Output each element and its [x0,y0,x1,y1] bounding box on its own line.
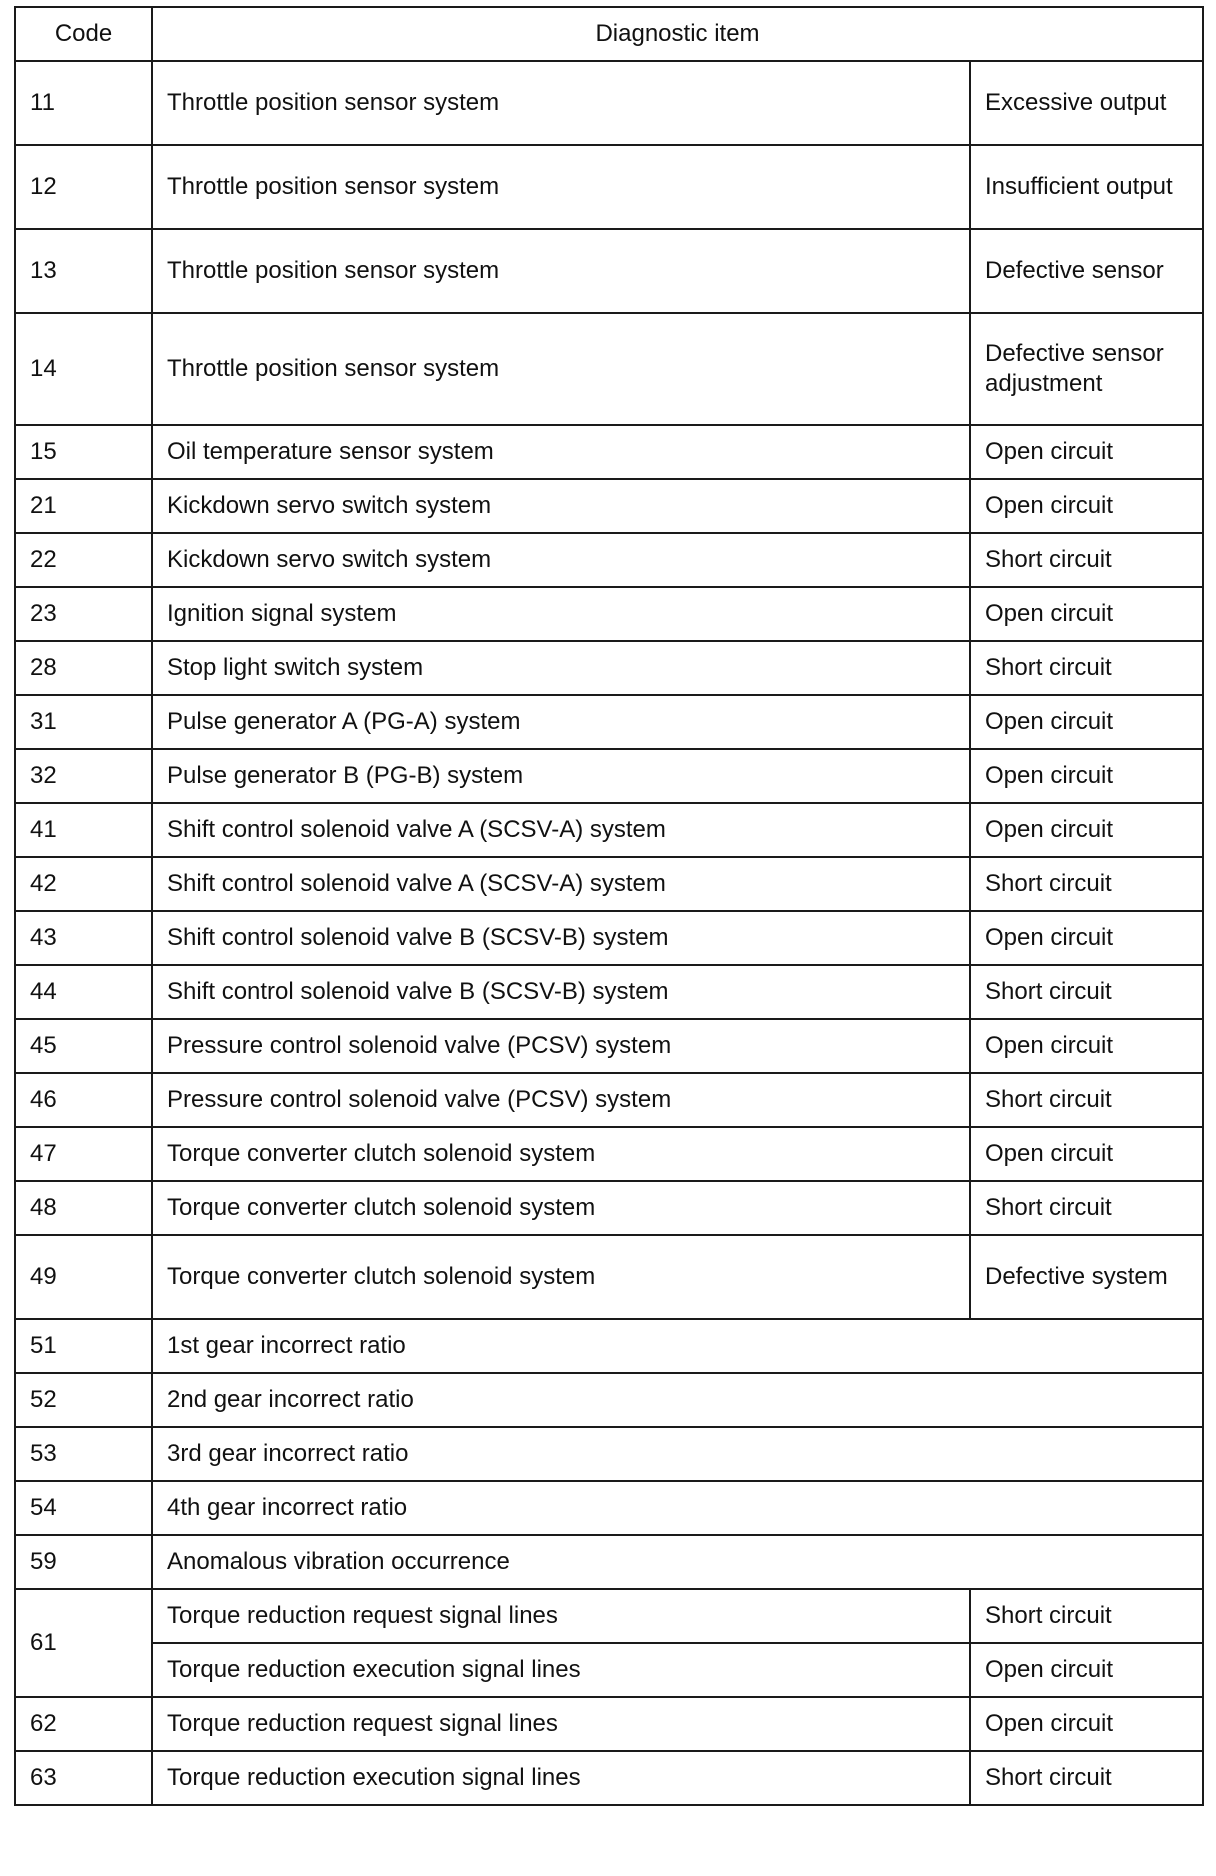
fault-status-cell: Open circuit [970,1127,1203,1181]
fault-status-cell: Open circuit [970,695,1203,749]
diagnostic-item-cell: Pressure control solenoid valve (PCSV) system [152,1019,970,1073]
code-cell: 49 [15,1235,152,1319]
diagnostic-item-cell: Torque reduction execution signal lines [152,1751,970,1805]
table-row [15,1235,1203,1319]
code-cell: 44 [15,965,152,1019]
table-row [15,1589,1203,1643]
fault-status-cell: Defective sensor adjustment [970,313,1203,425]
code-cell: 21 [15,479,152,533]
code-cell: 63 [15,1751,152,1805]
diagnostic-item-cell: Torque converter clutch solenoid system [152,1181,970,1235]
code-cell: 46 [15,1073,152,1127]
diagnostic-item-cell: Shift control solenoid valve B (SCSV-B) system [152,911,970,965]
code-cell: 53 [15,1427,152,1481]
table-row [15,1373,1203,1427]
fault-status-cell: Short circuit [970,965,1203,1019]
diagnostic-item-cell: Torque reduction request signal lines [152,1697,970,1751]
code-cell: 47 [15,1127,152,1181]
table-row [15,425,1203,479]
diagnostic-item-cell: Torque converter clutch solenoid system [152,1235,970,1319]
table-row [15,313,1203,425]
code-cell: 13 [15,229,152,313]
fault-status-cell: Open circuit [970,479,1203,533]
fault-status-cell: Short circuit [970,641,1203,695]
diagnostic-item-cell: Throttle position sensor system [152,313,970,425]
code-cell: 12 [15,145,152,229]
code-cell: 23 [15,587,152,641]
diagnostic-item-cell: Torque converter clutch solenoid system [152,1127,970,1181]
table-row [15,1427,1203,1481]
diagnostic-item-cell: Anomalous vibration occurrence [152,1535,1203,1589]
header-code: Code [15,7,152,61]
fault-status-cell: Short circuit [970,1073,1203,1127]
diagnostic-item-cell: Torque reduction execution signal lines [152,1643,970,1697]
diagnostic-item-cell: Stop light switch system [152,641,970,695]
diagnostic-table-container [14,6,1202,1806]
table-row [15,61,1203,145]
table-row [15,533,1203,587]
code-cell: 52 [15,1373,152,1427]
fault-status-cell: Open circuit [970,1643,1203,1697]
fault-status-cell: Short circuit [970,857,1203,911]
table-row [15,1643,1203,1697]
table-row [15,1019,1203,1073]
fault-status-cell: Short circuit [970,1181,1203,1235]
fault-status-cell: Insufficient output [970,145,1203,229]
fault-status-cell: Open circuit [970,425,1203,479]
table-row [15,641,1203,695]
code-cell: 61 [15,1589,152,1697]
table-row [15,1535,1203,1589]
table-row [15,479,1203,533]
code-cell: 14 [15,313,152,425]
table-row [15,965,1203,1019]
table-row [15,749,1203,803]
table-row [15,1181,1203,1235]
table-row [15,145,1203,229]
diagnostic-code-table [14,6,1204,1806]
table-row [15,1127,1203,1181]
code-cell: 22 [15,533,152,587]
diagnostic-item-cell: Oil temperature sensor system [152,425,970,479]
table-row [15,695,1203,749]
table-row [15,1751,1203,1805]
table-body [15,61,1203,1805]
table-row [15,857,1203,911]
fault-status-cell: Excessive output [970,61,1203,145]
table-row [15,229,1203,313]
table-row [15,911,1203,965]
code-cell: 45 [15,1019,152,1073]
diagnostic-item-cell: 4th gear incorrect ratio [152,1481,1203,1535]
fault-status-cell: Open circuit [970,749,1203,803]
diagnostic-item-cell: Throttle position sensor system [152,145,970,229]
diagnostic-item-cell: Torque reduction request signal lines [152,1589,970,1643]
fault-status-cell: Defective system [970,1235,1203,1319]
diagnostic-item-cell: Pulse generator B (PG-B) system [152,749,970,803]
diagnostic-item-cell: Pulse generator A (PG-A) system [152,695,970,749]
diagnostic-item-cell: Throttle position sensor system [152,61,970,145]
table-row [15,1073,1203,1127]
fault-status-cell: Open circuit [970,1697,1203,1751]
fault-status-cell: Open circuit [970,803,1203,857]
diagnostic-item-cell: Pressure control solenoid valve (PCSV) system [152,1073,970,1127]
diagnostic-item-cell: Throttle position sensor system [152,229,970,313]
diagnostic-item-cell: 3rd gear incorrect ratio [152,1427,1203,1481]
code-cell: 48 [15,1181,152,1235]
diagnostic-item-cell: Kickdown servo switch system [152,479,970,533]
code-cell: 11 [15,61,152,145]
table-row [15,1319,1203,1373]
code-cell: 28 [15,641,152,695]
diagnostic-item-cell: Kickdown servo switch system [152,533,970,587]
code-cell: 62 [15,1697,152,1751]
code-cell: 42 [15,857,152,911]
diagnostic-item-cell: 2nd gear incorrect ratio [152,1373,1203,1427]
code-cell: 31 [15,695,152,749]
table-row [15,1481,1203,1535]
diagnostic-item-cell: Ignition signal system [152,587,970,641]
table-row [15,1697,1203,1751]
fault-status-cell: Open circuit [970,1019,1203,1073]
code-cell: 59 [15,1535,152,1589]
code-cell: 51 [15,1319,152,1373]
code-cell: 32 [15,749,152,803]
diagnostic-item-cell: Shift control solenoid valve A (SCSV-A) system [152,803,970,857]
code-cell: 15 [15,425,152,479]
diagnostic-item-cell: 1st gear incorrect ratio [152,1319,1203,1373]
fault-status-cell: Short circuit [970,1589,1203,1643]
table-row [15,587,1203,641]
fault-status-cell: Defective sensor [970,229,1203,313]
code-cell: 43 [15,911,152,965]
fault-status-cell: Short circuit [970,533,1203,587]
fault-status-cell: Open circuit [970,911,1203,965]
code-cell: 41 [15,803,152,857]
header-diagnostic-item: Diagnostic item [152,7,1203,61]
table-row [15,803,1203,857]
diagnostic-item-cell: Shift control solenoid valve B (SCSV-B) system [152,965,970,1019]
fault-status-cell: Short circuit [970,1751,1203,1805]
table-header-row [15,7,1203,61]
diagnostic-item-cell: Shift control solenoid valve A (SCSV-A) system [152,857,970,911]
code-cell: 54 [15,1481,152,1535]
fault-status-cell: Open circuit [970,587,1203,641]
